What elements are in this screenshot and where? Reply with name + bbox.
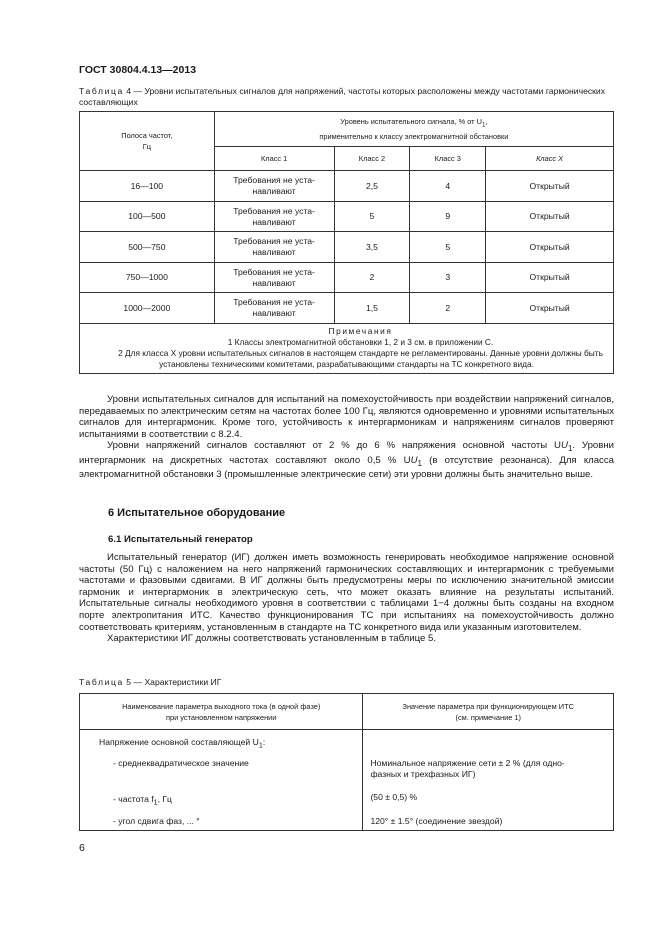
table4-caption-text: 4 — Уровни испытательных сигналов для напряжений, частоты которых расположены между частотами гармонических составляющих <box>79 86 606 107</box>
page-number: 6 <box>79 842 85 854</box>
class2-cell: 2 <box>334 263 410 293</box>
class2-cell: 1,5 <box>334 293 410 324</box>
class3-cell: 3 <box>410 263 486 293</box>
table5-header-value: Значение параметра при функционирующем ИТС (см. примечание 1) <box>363 694 614 730</box>
table4-header-band: Полоса частот, Гц <box>80 112 215 171</box>
classx-cell: Открытый <box>486 232 614 263</box>
classx-cell: Открытый <box>486 263 614 293</box>
table4 <box>79 111 614 374</box>
table5-caption-label: Таблица <box>79 677 124 687</box>
class3-cell: 9 <box>410 202 486 232</box>
class1-cell: Требования не уста- навливают <box>214 202 334 232</box>
table4-header-level: Уровень испытательного сигнала, % от $U_1$, применительно к классу электромагнитной обстановки <box>214 112 613 147</box>
table4-class-2: Класс 2 <box>334 147 410 171</box>
table5-param-cell <box>80 730 363 831</box>
notes-title: Примечания <box>328 326 393 336</box>
table-row <box>80 263 614 293</box>
value-rms: Номинальное напряжение сети ± 2 % (для одно- фазных и трехфазных ИГ) <box>370 758 565 779</box>
table-row <box>80 293 614 324</box>
class3-cell: 4 <box>410 171 486 202</box>
note-2: 2 Для класса X уровни испытательных сигналов в настоящем стандарте не регламентированы. Данные уровни должны быть установлены техническими комитетами, разрабатывающими стандарты на ТС конкретного вида. <box>118 348 603 369</box>
table5-header-param: Наименование параметра выходного тока (в одной фазе) при установленном напряжении <box>80 694 363 730</box>
class2-cell: 5 <box>334 202 410 232</box>
document-header: ГОСТ 30804.4.13—2013 <box>79 64 197 76</box>
value-phase: 120° ± 1.5° (соединение звездой) <box>370 816 503 826</box>
table4-class-x: Класс X <box>486 147 614 171</box>
class3-cell: 5 <box>410 232 486 263</box>
table-row <box>80 202 614 232</box>
paragraph-characteristics: Характеристики ИГ должны соответствовать установленным в таблице 5. <box>107 633 436 645</box>
param-phase: - угол сдвига фаз, ... ° <box>113 816 200 826</box>
table4-notes <box>80 324 614 374</box>
body-text-block-2 <box>79 552 614 645</box>
table5-value-cell <box>363 730 614 831</box>
paragraph-generator: Испытательный генератор (ИГ) должен иметь возможность генерировать необходимое напряжение основной частоты (50 Гц) с наложением на него напряжений гармонических составляющих и интергармоник с требуемыми частотами и фазовыми сдвигами. В ИГ должны быть предусмотрены меры по исключению значительной эмиссии гармоник и интергармоник в электрическую сеть, что может оказать влияние на результаты испытаний. Испытательные сигналы необходимого уровня в соответствии с таблицами 1−4 должны быть созданы на входном порте электропитания ИТС. Качество функционирования ТС при испытаниях на помехоустойчивость должно соответствовать критериям, установленным в стандарте на ТС конкретного вида или указанным изготовителем. <box>79 552 614 633</box>
table5 <box>79 693 614 831</box>
table-row <box>80 232 614 263</box>
param-freq: - частота $f_1$, Гц <box>113 794 172 807</box>
param-rms: - среднеквадратическое значение <box>113 758 249 768</box>
class1-cell: Требования не уста- навливают <box>214 263 334 293</box>
class1-cell: Требования не уста- навливают <box>214 171 334 202</box>
note-1: 1 Классы электромагнитной обстановки 1, 2 и 3 см. в приложении С. <box>227 337 494 347</box>
table4-class-3: Класс 3 <box>410 147 486 171</box>
section-heading-6-1: 6.1 Испытательный генератор <box>108 534 253 545</box>
class1-cell: Требования не уста- навливают <box>214 232 334 263</box>
classx-cell: Открытый <box>486 171 614 202</box>
band-cell: 1000—2000 <box>80 293 215 324</box>
table4-caption <box>79 86 614 108</box>
classx-cell: Открытый <box>486 202 614 232</box>
table5-caption-text: 5 — Характеристики ИГ <box>123 677 222 687</box>
band-cell: 100—500 <box>80 202 215 232</box>
band-cell: 750—1000 <box>80 263 215 293</box>
table4-class-1: Класс 1 <box>214 147 334 171</box>
class2-cell: 2,5 <box>334 171 410 202</box>
band-cell: 16—100 <box>80 171 215 202</box>
paragraph-levels: Уровни напряжений сигналов составляют от 2 % до 6 % напряжения основной частоты $UU_1$. Уровни интергармоник на дискретных частотах составляют около 0,5 % $UU_1$ (в отсутствие резонанса). Для класса электромагнитной обстановки 3 (промышленные электрические сети) эти уровни должны быть значительно выше. <box>79 440 614 481</box>
section-heading-6: 6 Испытательное оборудование <box>108 507 286 519</box>
param-main: Напряжение основной составляющей $U_1$: <box>99 737 266 750</box>
value-freq: (50 ± 0,5) % <box>370 792 418 802</box>
table-row <box>80 171 614 202</box>
class3-cell: 2 <box>410 293 486 324</box>
class2-cell: 3,5 <box>334 232 410 263</box>
class1-cell: Требования не уста- навливают <box>214 293 334 324</box>
paragraph-signals: Уровни испытательных сигналов для испытаний на помехоустойчивость при воздействии напряжений сигналов, передаваемых по электрическим сетям на частотах более 100 Гц, являются одновременно и уровнями испытательных сигналов для интергармоник. Кроме того, устойчивость к интергармоникам и напряжениям сигналов проверяют испытаниями в соответствии с 8.2.4. <box>79 394 614 440</box>
band-cell: 500—750 <box>80 232 215 263</box>
classx-cell: Открытый <box>486 293 614 324</box>
table5-caption <box>79 677 614 688</box>
table4-caption-label: Таблица <box>79 86 124 96</box>
body-text-block-1 <box>79 394 614 481</box>
